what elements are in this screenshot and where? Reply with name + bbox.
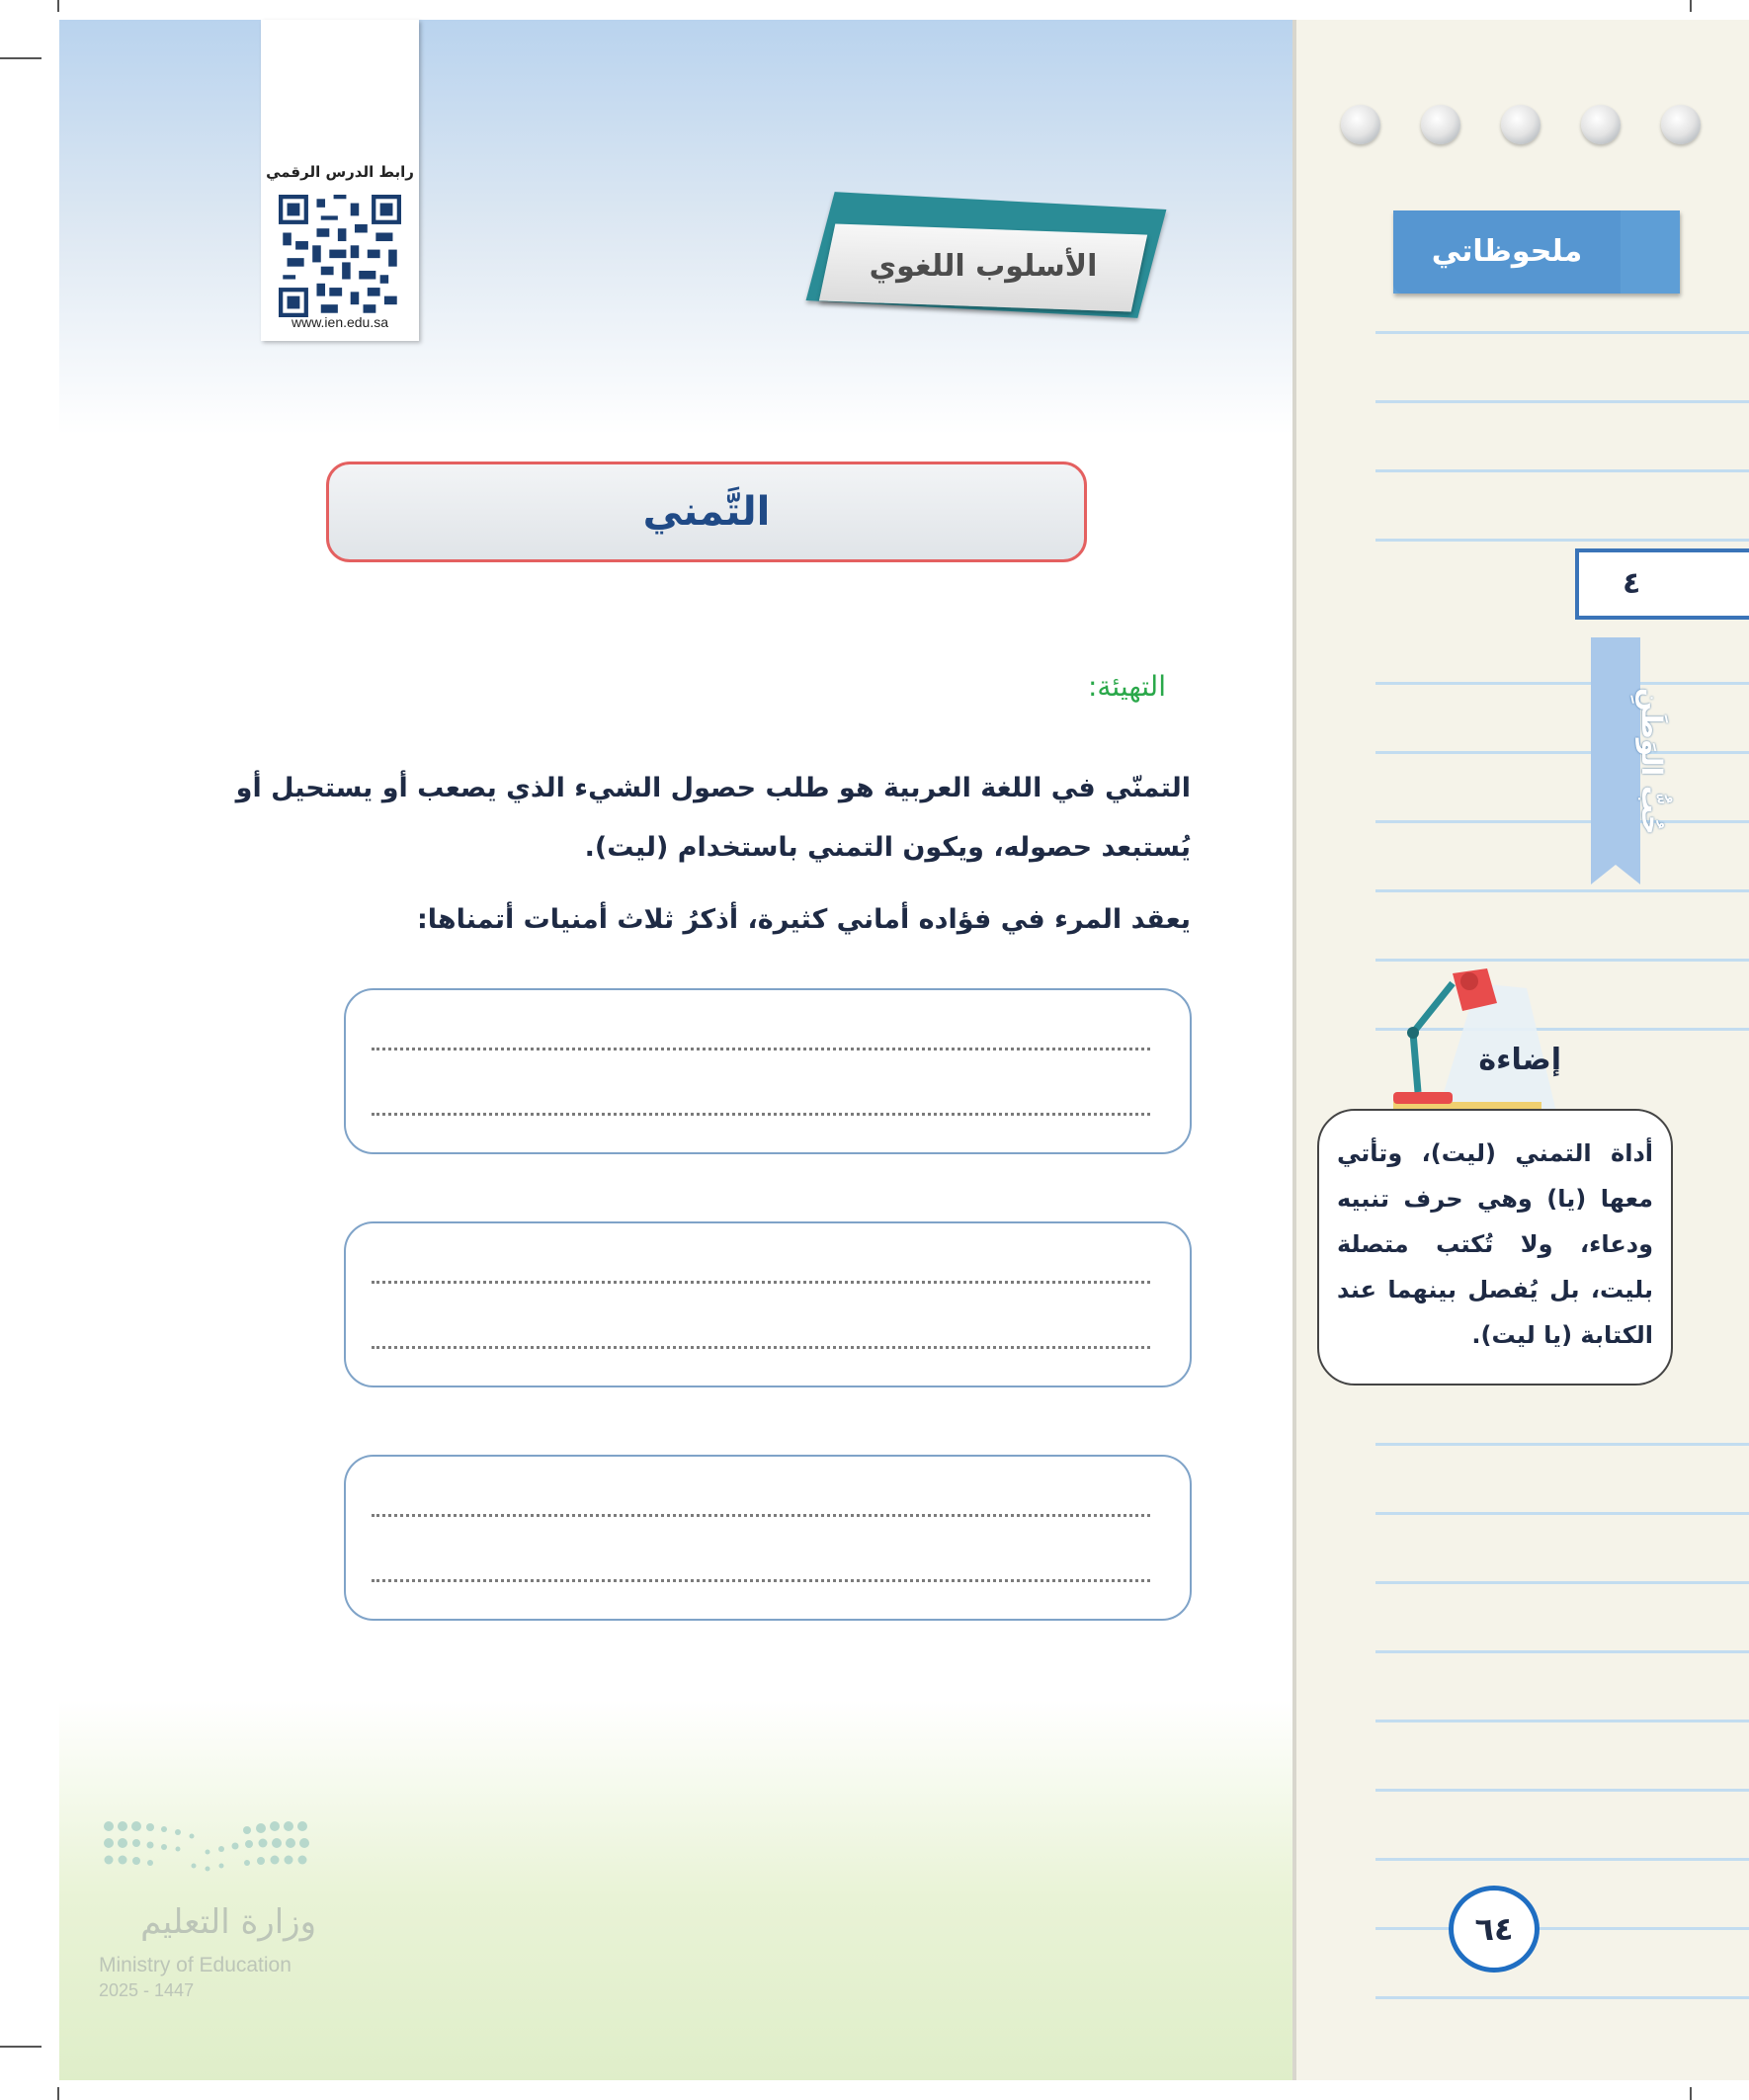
unit-title: حُبُّ الوَطَنِ [1635, 687, 1668, 835]
answer-line[interactable] [372, 1281, 1150, 1284]
note-line [1375, 889, 1749, 892]
answer-box-2[interactable] [344, 1221, 1192, 1387]
note-line [1375, 331, 1749, 334]
note-line [1375, 400, 1749, 403]
note-line [1375, 1996, 1749, 1999]
definition-line-1: التمنّي في اللغة العربية هو طلب حصول الشيء الذي يصعب أو يستحيل أو [235, 773, 1191, 803]
note-line [1375, 1443, 1749, 1446]
ministry-year: 2025 - 1447 [99, 1980, 195, 2000]
answer-line[interactable] [372, 1514, 1150, 1517]
crop-mark [57, 0, 59, 12]
note-line [1375, 1512, 1749, 1515]
lesson-title: التَّمني [642, 489, 771, 535]
note-line [1375, 751, 1749, 754]
notes-tab-label: ملحوظاتي [1393, 210, 1621, 294]
answer-line[interactable] [372, 1346, 1150, 1349]
note-line [1375, 1858, 1749, 1861]
answer-box-3[interactable] [344, 1455, 1192, 1621]
crop-mark [1690, 0, 1692, 12]
note-line [1375, 682, 1749, 685]
tip-text: أداة التمني (ليت)، وتأتي معها (يا) وهي حرف تنبيه ودعاء، ولا تُكتب متصلة بليت، بل يُفصل بينهما عند الكتابة (يا ليت). [1337, 1139, 1653, 1349]
binder-ring [1341, 105, 1380, 144]
crop-mark [0, 2046, 42, 2048]
note-line [1375, 959, 1749, 962]
answer-box-1[interactable] [344, 988, 1192, 1154]
qr-caption: رابط الدرس الرقمي [266, 163, 414, 181]
qr-code-icon[interactable] [279, 195, 401, 317]
note-line [1375, 1720, 1749, 1722]
tip-box [1317, 1109, 1673, 1386]
unit-number: ٤ [1575, 548, 1749, 620]
binder-ring [1661, 105, 1701, 144]
ministry-name-ar: وزارة التعليم [140, 1902, 316, 1942]
crop-mark [0, 57, 42, 59]
warmup-label: التهيئة: [1087, 670, 1166, 703]
note-line [1375, 1650, 1749, 1653]
binder-ring [1501, 105, 1541, 144]
crop-mark [57, 2087, 59, 2100]
tip-label: إضاءة [1478, 1043, 1561, 1077]
crop-mark [1690, 2087, 1692, 2100]
qr-card[interactable] [261, 20, 419, 341]
page-number: ٦٤ [1449, 1886, 1540, 1973]
answer-line[interactable] [372, 1579, 1150, 1582]
qr-url[interactable]: www.ien.edu.sa [291, 314, 389, 330]
note-line [1375, 1927, 1749, 1930]
ministry-name-en: Ministry of Education [99, 1954, 292, 1976]
definition-line-2: يُستبعد حصوله، ويكون التمني باستخدام (ليت). [584, 832, 1191, 863]
note-line [1375, 1789, 1749, 1792]
note-line [1375, 539, 1749, 542]
exercise-prompt: يعقد المرء في فؤاده أماني كثيرة، أذكرُ ثلاث أمنيات أتمناها: [416, 904, 1191, 935]
note-line [1375, 469, 1749, 472]
ministry-logo-icon [99, 1816, 316, 1886]
lesson-title-box [326, 462, 1087, 562]
answer-line[interactable] [372, 1113, 1150, 1116]
ribbon-label: الأسلوب اللغوي [869, 249, 1098, 284]
note-line [1375, 1581, 1749, 1584]
answer-line[interactable] [372, 1048, 1150, 1050]
note-line [1375, 820, 1749, 823]
binder-ring [1581, 105, 1621, 144]
binder-ring [1421, 105, 1460, 144]
